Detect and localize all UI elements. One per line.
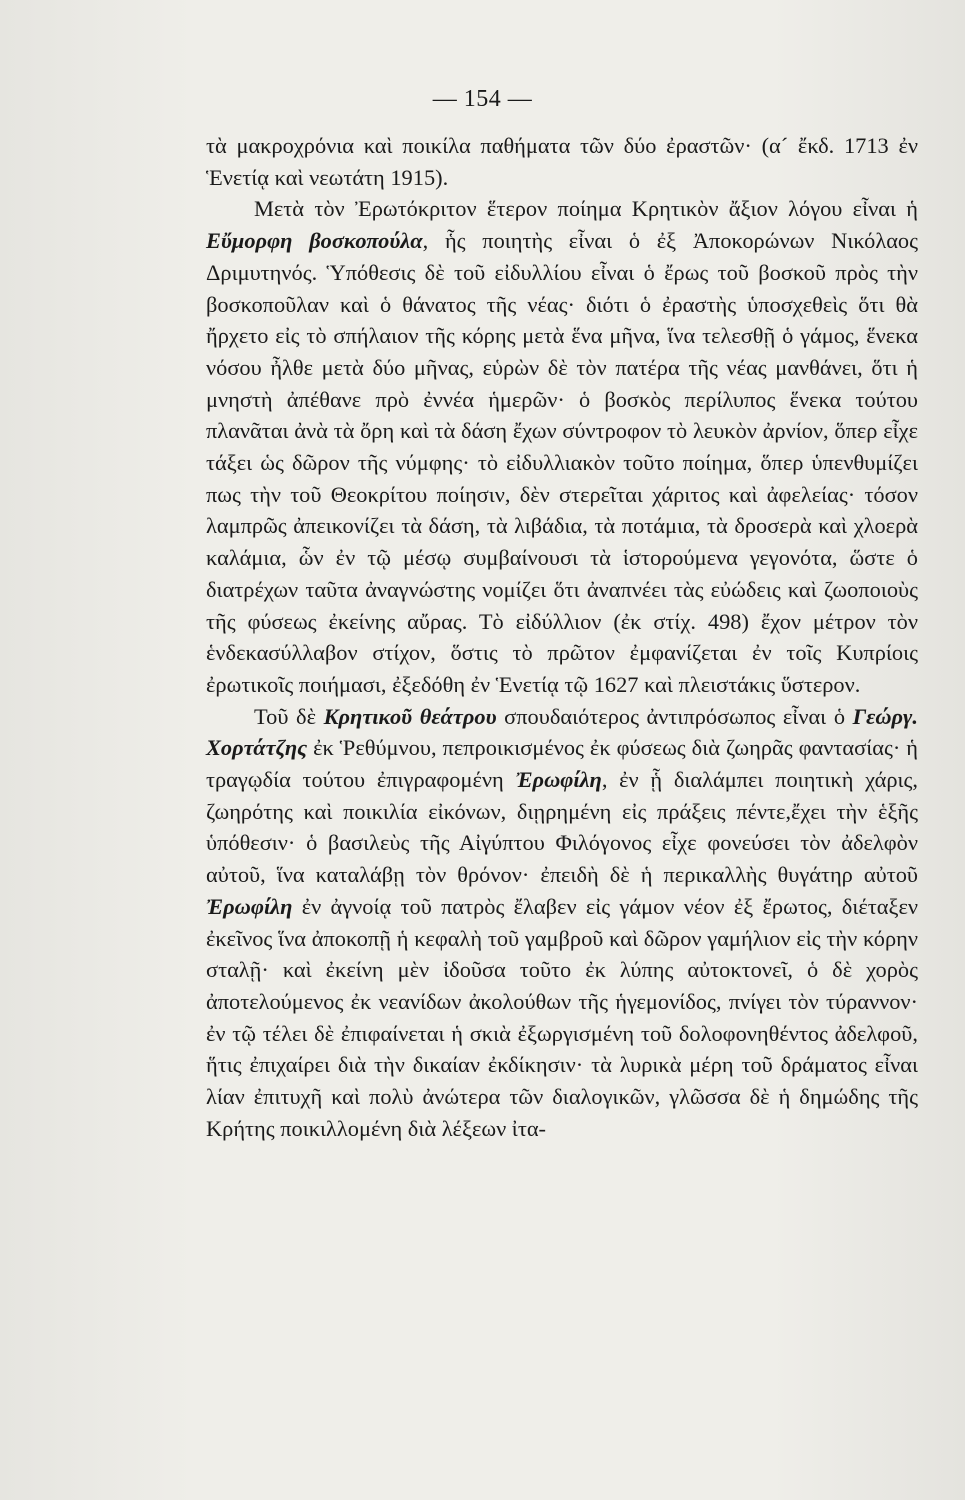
body-text — [206, 130, 918, 1145]
paragraph-3-segment-9: ἐν ἀγνοίᾳ τοῦ πατρὸς ἔλαβεν εἰς γάμον νέον ἐξ ἔρωτος, διέταξεν ἐκεῖνος ἵνα ἀποκοπῇ ἡ κεφαλὴ τοῦ γαμβροῦ καὶ δῶρον γαμήλιον εἰς τὴν κόρην σταλῇ· καὶ ἐκείνη μὲν ἰδοῦσα τοῦτο ἐκ λύπης αὐτοκτονεῖ, ὁ δὲ χορὸς ἀποτελούμενος ἐκ νεανίδων ἀκολούθων τῆς ἡγεμονίδος, πνίγει τὸν τύραννον· ἐν τῷ τέλει δὲ ἐπιφαίνεται ἡ σκιὰ ἐξωργισμένη τοῦ δολοφονηθέντος ἀδελφοῦ, ἥτις ἐπιχαίρει διὰ τὴν δικαίαν ἐκδίκησιν· τὰ λυρικὰ μέρη τοῦ δράματος εἶναι λίαν ἐπιτυχῆ καὶ πολὺ ἀνώτερα τῶν διαλογικῶν, γλῶσσα δὲ ἡ δημώδης τῆς Κρήτης ποικιλλομένη διὰ λέξεων ἰτα- — [206, 893, 918, 1141]
poem-title-eumorfi-voskopoula: Εὔμορφη βοσκοπούλα — [206, 228, 423, 254]
character-erofili-2: Ἐρωφίλη — [206, 893, 293, 919]
page-number: — 154 — — [432, 86, 533, 112]
paragraph-3-segment-1: Τοῦ δὲ — [254, 703, 324, 729]
paragraph-2-segment-1: Μετὰ τὸν Ἐρωτόκριτον ἕτερον ποίημα Κρητικὸν ἄξιον λόγου εἶναι ἡ — [254, 196, 918, 222]
paragraph-1-segment-1: τὰ μακροχρόνια καὶ ποικίλα παθήματα τῶν δύο ἐραστῶν· (α´ ἔκδ. 1713 ἐν Ἑνετίᾳ καὶ νεωτάτη 1915). — [206, 133, 918, 190]
play-title-erofili-1: Ἐρωφίλη — [515, 767, 602, 793]
paragraph-3 — [206, 701, 918, 1145]
author-georg-chortatzis: Γεώργ. Χορτάτζης — [206, 703, 918, 761]
paragraph-3-segment-5: ἐκ Ῥεθύμνου, πεπροικισμένος ἐκ φύσεως διὰ ζωηρᾶς φαντασίας· ἡ τραγῳδία τούτου ἐπιγραφομένη — [206, 735, 918, 793]
paragraph-2-segment-3: , ἧς ποιητὴς εἶναι ὁ ἐξ Ἀποκορώνων Νικόλαος Δριμυτηνός. Ὑπόθεσις δὲ τοῦ εἰδυλλίου εἶναι ὁ ἔρως τοῦ βοσκοῦ πρὸς τὴν βοσκοποῦλαν καὶ ὁ θάνατος τῆς νέας· διότι ὁ ἐραστὴς ὑποσχεθεὶς ὅτι θὰ ἤρχετο εἰς τὸ σπήλαιον τῆς κόρης μετὰ ἕνα μῆνα, ἵνα τελεσθῇ ὁ γάμος, ἕνεκα νόσου ἦλθε μετὰ δύο μῆνας, εὑρὼν δὲ τὸν πατέρα τῆς νέας μανθάνει, ὅτι ἡ μνηστὴ ἀπέθανε πρὸ ἐννέα ἡμερῶν· ὁ βοσκὸς περίλυπος ἕνεκα τούτου πλανᾶται ἀνὰ τὰ ὄρη καὶ τὰ δάση ἔχων σύντροφον τὸ λευκὸν ἀρνίον, ὅπερ εἶχε τάξει ὡς δῶρον τῆς νύμφης· τὸ εἰδυλλιακὸν τοῦτο ποίημα, ὅπερ ὑπενθυμίζει πως τὴν τοῦ Θεοκρίτου ποίησιν, δὲν στερεῖται χάριτος καὶ ἀφελείας· τόσον λαμπρῶς ἀπεικονίζει τὰ δάση, τὰ λιβάδια, τὰ ποτάμια, τὰ δροσερὰ καὶ χλοερὰ καλάμια, ὧν ἐν τῷ μέσῳ συμβαίνουσι τὰ ἱστορούμενα γεγονότα, ὥστε ὁ διατρέχων ταῦτα ἀναγνώστης νομίζει ὅτι ἀναπνέει τὰς εὐώδεις καὶ ζωοποιοὺς τῆς φύσεως ἐκείνης αὔρας. Τὸ εἰδύλλιον (ἐκ στίχ. 498) ἔχον μέτρον τὸν ἑνδεκασύλλαβον στίχον, ὅστις τὸ πρῶτον ἐμφανίζεται ἐν τοῖς Κυπρίοις ἐρωτικοῖς ποιήμασι, ἐξεδόθη ἐν Ἑνετίᾳ τῷ 1627 καὶ πλειστάκις ὕστερον. — [206, 228, 918, 697]
paragraph-3-segment-7: , ἐν ᾗ διαλάμπει ποιητικὴ χάρις, ζωηρότης καὶ ποικιλία εἰκόνων, διῃρημένη εἰς πράξεις πέντε,ἔχει τὴν ἑξῆς ὑπόθεσιν· ὁ βασιλεὺς τῆς Αἰγύπτου Φιλόγονος εἶχε φονεύσει τὸν ἀδελφὸν αὐτοῦ, ἵνα καταλάβῃ τὸν θρόνον· ἐπειδὴ δὲ ἡ περικαλλὴς θυγάτηρ αὐτοῦ — [206, 767, 918, 888]
paragraph-3-segment-3: σπουδαιότερος ἀντιπρόσωπος εἶναι ὁ — [496, 703, 853, 729]
paragraph-2 — [206, 193, 918, 700]
term-kritikou-theatrou: Κρητικοῦ θεάτρου — [323, 703, 497, 729]
paragraph-1 — [206, 130, 918, 193]
